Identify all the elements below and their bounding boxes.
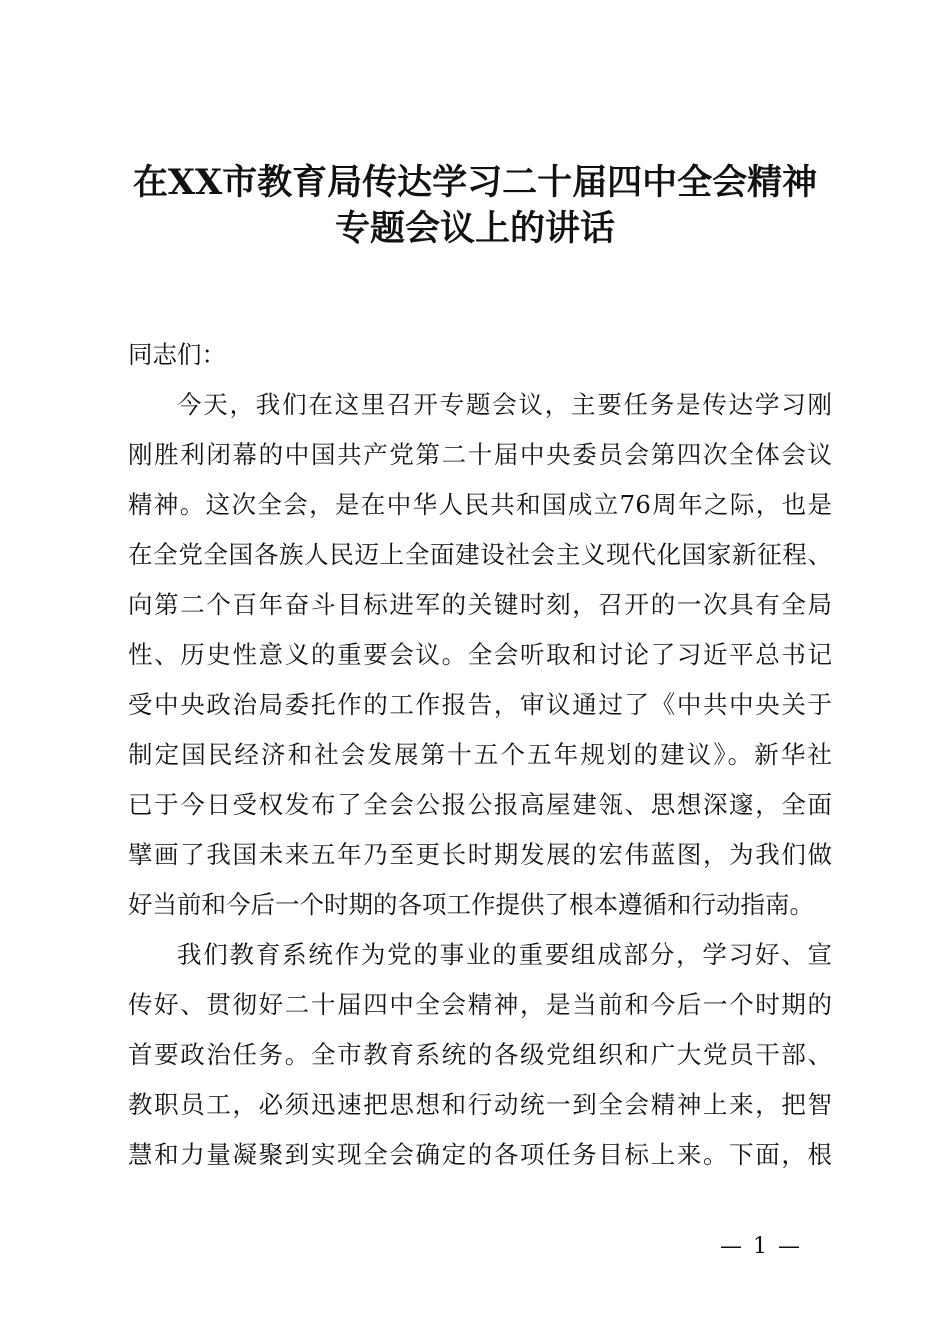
paragraph-line: 在全党全国各族人民迈上全面建设社会主义现代化国家新征程、 [128,540,832,569]
paragraph-line: 性、历史性意义的重要会议。全会听取和讨论了习近平总书记 [128,640,832,669]
paragraph-line: 已于今日受权发布了全会公报公报高屋建瓴、思想深邃，全面 [128,790,832,819]
paragraph [128,930,832,1180]
paragraphs [128,380,832,1180]
paragraph-line: 首要政治任务。全市教育系统的各级党组织和广大党员干部、 [128,1040,832,1069]
paragraph-line: 向第二个百年奋斗目标进军的关键时刻，召开的一次具有全局 [128,590,832,619]
paragraph [128,380,832,930]
document-title-line-2: 专题会议上的讲话 [334,208,615,249]
paragraph-line: 我们教育系统作为党的事业的重要组成部分，学习好、宣 [177,940,832,969]
paragraph-line: 教职员工，必须迅速把思想和行动统一到全会精神上来，把智 [128,1090,832,1119]
page-number: — 1 — [720,1234,802,1259]
paragraph-line: 受中央政治局委托作的工作报告，审议通过了《中共中央关于 [128,690,832,719]
paragraph-line: 今天，我们在这里召开专题会议，主要任务是传达学习刚 [177,390,832,419]
paragraph-line: 精神。这次全会，是在中华人民共和国成立76周年之际，也是 [128,490,832,519]
paragraph-line: 慧和力量凝聚到实现全会确定的各项任务目标上来。下面，根 [128,1140,832,1169]
paragraph-line: 好当前和今后一个时期的各项工作提供了根本遵循和行动指南。 [128,890,814,919]
paragraph-line: 刚胜利闭幕的中国共产党第二十届中央委员会第四次全体会议 [128,440,832,469]
document-body [128,330,832,1180]
paragraph-line: 传好、贯彻好二十届四中全会精神，是当前和今后一个时期的 [128,990,832,1019]
document-title-line-1: 在XX市教育局传达学习二十届四中全会精神 [132,162,818,203]
paragraph-line: 擘画了我国未来五年乃至更长时期发展的宏伟蓝图，为我们做 [128,840,832,869]
paragraph-line: 制定国民经济和社会发展第十五个五年规划的建议》。新华社 [128,740,832,769]
salutation: 同志们： [128,340,226,369]
